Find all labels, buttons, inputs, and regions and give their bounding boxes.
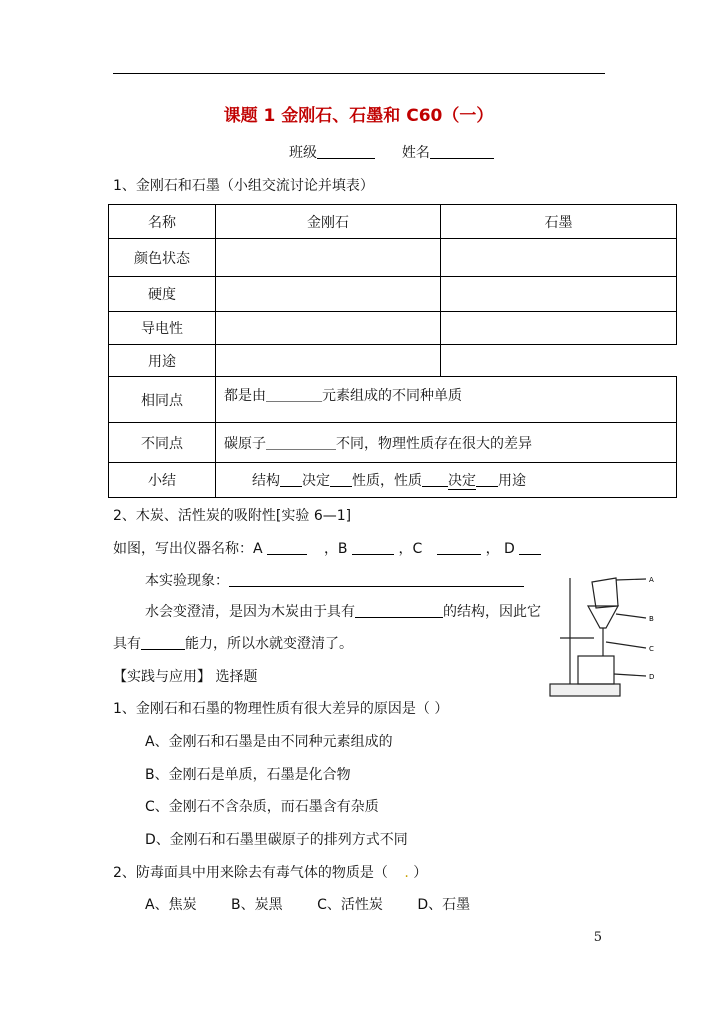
row-label: 硬度: [109, 277, 216, 312]
row-label: 颜色状态: [109, 239, 216, 277]
instrument-b: ，B: [323, 541, 348, 557]
answer-cell[interactable]: [441, 345, 677, 377]
explain-text: 具有: [113, 636, 141, 652]
answer-cell[interactable]: [216, 345, 441, 377]
name-label: 姓名: [401, 145, 430, 161]
answer-cell[interactable]: [216, 239, 441, 277]
answer-cell[interactable]: [216, 277, 441, 312]
summary-part: 决定: [302, 473, 330, 489]
structure-blank[interactable]: [355, 603, 443, 618]
blank-d[interactable]: [519, 540, 541, 555]
diff-point-text: 碳原子＿＿＿＿＿不同，物理性质存在很大的差异: [216, 423, 677, 463]
table-header-row: [109, 205, 677, 239]
q2-option-d[interactable]: D、石墨: [417, 897, 471, 913]
q2-stem-dot: .: [404, 865, 409, 881]
comparison-table: [108, 204, 677, 498]
phenomenon-blank[interactable]: [229, 572, 524, 587]
explain-line-2: [113, 633, 353, 653]
figure-label-a: A: [649, 576, 654, 584]
instrument-line: [113, 538, 541, 558]
answer-cell[interactable]: [441, 239, 677, 277]
header-rule: [113, 73, 605, 74]
figure-label-b: B: [649, 615, 654, 623]
summary-part: 结构: [252, 473, 280, 489]
row-label: 导电性: [109, 312, 216, 345]
answer-cell[interactable]: [441, 277, 677, 312]
answer-cell[interactable]: [441, 312, 677, 345]
phenomenon-line: [145, 570, 524, 590]
ability-blank[interactable]: [141, 635, 185, 650]
figure-label-d: D: [649, 673, 655, 681]
q2-option-a[interactable]: A、焦炭: [145, 897, 197, 913]
q1-option-b[interactable]: B、金刚石是单质，石墨是化合物: [145, 767, 351, 783]
summary-part: 用途: [498, 473, 526, 489]
page-number: 5: [593, 930, 602, 945]
section1-heading: 1、金刚石和石墨（小组交流讨论并填表）: [113, 178, 374, 194]
table-header-cell: 名称: [109, 205, 216, 239]
summary-blank: [330, 472, 352, 487]
q2-stem-end: ）: [408, 865, 428, 881]
answer-cell[interactable]: [216, 312, 441, 345]
class-label: 班级: [289, 145, 317, 161]
q1-option-d[interactable]: D、金刚石和石墨里碳原子的排列方式不同: [145, 832, 408, 848]
name-blank[interactable]: [430, 144, 494, 159]
summary-part: 性质，性质: [352, 473, 422, 489]
class-blank[interactable]: [317, 144, 375, 159]
row-label: 不同点: [109, 423, 216, 463]
instrument-prefix: 如图，写出仪器名称：A: [113, 541, 263, 557]
instrument-d: ， D: [485, 541, 515, 557]
summary-cell: [216, 463, 677, 498]
q2-stem: 2、防毒面具中用来除去有毒气体的物质是（: [113, 865, 393, 881]
table-header-cell: 石墨: [441, 205, 677, 239]
summary-blank: [476, 472, 498, 487]
summary-blank: [422, 472, 448, 487]
explain-text: 的结构，因此它: [443, 604, 541, 620]
row-label: 小结: [109, 463, 216, 498]
section2-heading: 2、木炭、活性炭的吸附性[实验 6—1]: [113, 508, 352, 524]
summary-part: 决定: [448, 473, 476, 489]
table-row: [109, 345, 677, 377]
class-name-line: [289, 142, 494, 162]
q1-option-c[interactable]: C、金刚石不含杂质，而石墨含有杂质: [145, 799, 379, 815]
summary-blank: [280, 472, 302, 487]
instrument-c: ，C: [398, 541, 423, 557]
row-label: 用途: [109, 345, 216, 377]
q2-option-b[interactable]: B、炭黑: [231, 897, 283, 913]
explain-text: 水会变澄清，是因为木炭由于具有: [145, 604, 355, 620]
q2-options: [145, 894, 470, 914]
row-label: 相同点: [109, 377, 216, 423]
filtration-apparatus-figure: [548, 566, 658, 702]
table-row: [109, 239, 677, 277]
phenomenon-label: 本实验现象：: [145, 573, 229, 589]
question-2: [113, 862, 427, 882]
practice-heading: 【实践与应用】 选择题: [113, 669, 258, 685]
page-title: 课题 1 金刚石、石墨和 C60（一）: [223, 106, 494, 126]
table-row: [109, 312, 677, 345]
figure-label-c: C: [649, 645, 654, 653]
table-row: [109, 423, 677, 463]
q1-option-a[interactable]: A、金刚石和石墨是由不同种元素组成的: [145, 734, 393, 750]
blank-a[interactable]: [267, 540, 307, 555]
table-row: [109, 377, 677, 423]
table-header-cell: 金刚石: [216, 205, 441, 239]
blank-c[interactable]: [437, 540, 481, 555]
explain-line-1: [145, 601, 541, 621]
question-1: 1、金刚石和石墨的物理性质有很大差异的原因是（ ）: [113, 701, 449, 717]
same-point-text: 都是由＿＿＿＿元素组成的不同种单质: [216, 377, 677, 423]
blank-b[interactable]: [352, 540, 394, 555]
q2-option-c[interactable]: C、活性炭: [317, 897, 383, 913]
table-row: [109, 277, 677, 312]
explain-text: 能力，所以水就变澄清了。: [185, 636, 353, 652]
table-row: [109, 463, 677, 498]
